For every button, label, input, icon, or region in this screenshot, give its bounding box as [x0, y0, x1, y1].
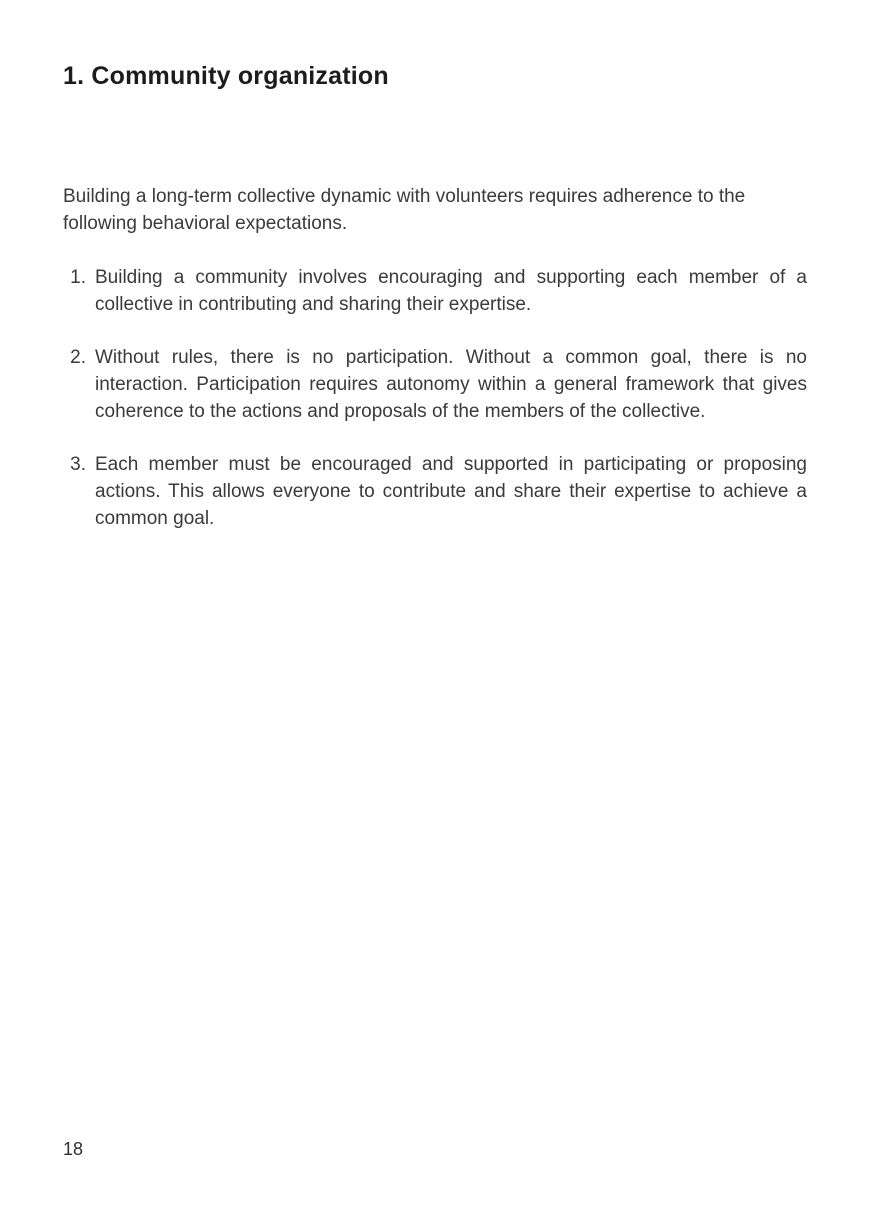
intro-paragraph: Building a long-term collective dynamic with volunteers requires adherence to the following behavioral expectations.	[63, 186, 746, 234]
list-item-number: 3.	[70, 454, 86, 475]
numbered-list	[63, 264, 807, 532]
list-item-number: 2.	[70, 347, 86, 368]
page-number: 18	[63, 1139, 84, 1159]
list-item-text: Building a community involves encouraging and supporting each member of a collective in contributing and sharing their expertise.	[95, 267, 807, 315]
page-title: 1. Community organization	[63, 62, 389, 90]
list-item	[63, 451, 807, 532]
list-item	[63, 264, 807, 318]
list-item	[63, 344, 807, 425]
list-item-number: 1.	[70, 267, 86, 288]
list-item-text: Without rules, there is no participation. Without a common goal, there is no interaction. Participation requires autonomy within a general framework that gives coherence to the actions and proposals of the members of the collective.	[95, 347, 807, 422]
list-item-text: Each member must be encouraged and supported in participating or proposing actions. This allows everyone to contribute and share their expertise to achieve a common goal.	[95, 454, 807, 529]
